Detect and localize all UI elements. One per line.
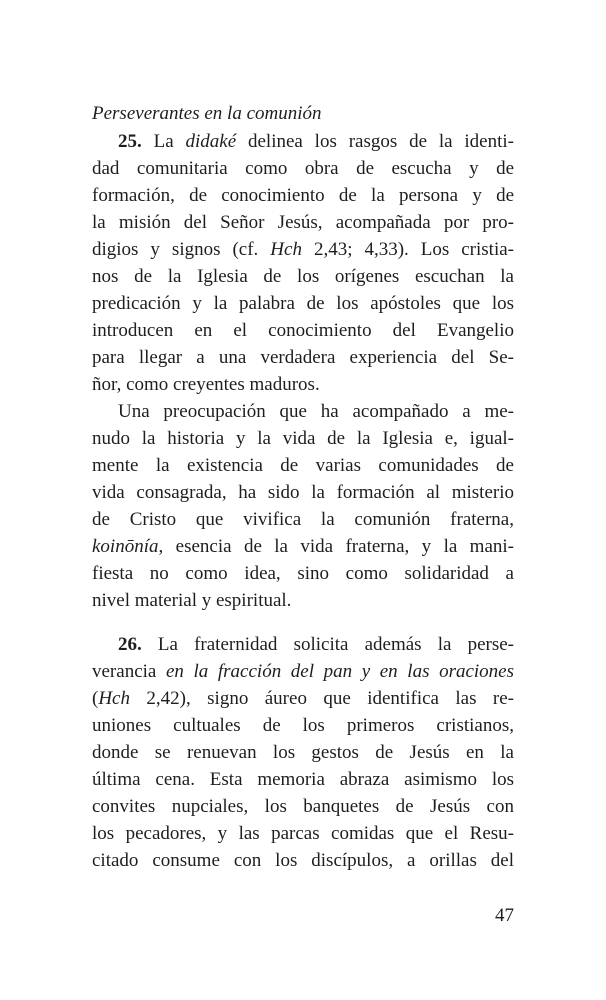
text-line: uniones cultuales de los primeros cristianos, bbox=[92, 715, 514, 736]
paragraph-25-continued bbox=[92, 398, 514, 614]
page-number: 47 bbox=[495, 905, 514, 926]
page-body bbox=[92, 100, 514, 874]
text-line: nos de la Iglesia de los orígenes escuchan la bbox=[92, 266, 514, 287]
paragraph-number: 25. bbox=[118, 131, 142, 152]
text-line: para llegar a una verdadera experiencia del Se- bbox=[92, 347, 514, 368]
text-line: introducen en el conocimiento del Evangelio bbox=[92, 320, 514, 341]
text-line: (Hch 2,42), signo áureo que identifica las re- bbox=[92, 688, 514, 709]
text-line: digios y signos (cf. Hch 2,43; 4,33). Los cristia- bbox=[92, 239, 514, 260]
text-line: koinōnía, esencia de la vida fraterna, y la mani- bbox=[92, 536, 514, 557]
text-line: mente la existencia de varias comunidades de bbox=[92, 455, 514, 476]
text-line: nudo la historia y la vida de la Iglesia e, igual- bbox=[92, 428, 514, 449]
text-line: 25. La didaké delinea los rasgos de la identi- bbox=[118, 131, 514, 152]
text-line: predicación y la palabra de los apóstoles que los bbox=[92, 293, 514, 314]
text-line: de Cristo que vivifica la comunión fraterna, bbox=[92, 509, 514, 530]
text-line: 26. La fraternidad solicita además la perse- bbox=[118, 634, 514, 655]
text-line: última cena. Esta memoria abraza asimismo los bbox=[92, 769, 514, 790]
text-line: los pecadores, y las parcas comidas que el Resu- bbox=[92, 823, 514, 844]
paragraph-26 bbox=[92, 631, 514, 874]
text-line: dad comunitaria como obra de escucha y de bbox=[92, 158, 514, 179]
text-line: nivel material y espiritual. bbox=[92, 590, 292, 611]
text-line: Una preocupación que ha acompañado a me- bbox=[118, 401, 514, 422]
text-line: vida consagrada, ha sido la formación al misterio bbox=[92, 482, 514, 503]
section-title: Perseverantes en la comunión bbox=[92, 103, 322, 124]
text-line: ñor, como creyentes maduros. bbox=[92, 374, 320, 395]
text-line: verancia en la fracción del pan y en las oraciones bbox=[92, 661, 515, 682]
paragraph-25 bbox=[92, 128, 514, 398]
text-line: la misión del Señor Jesús, acompañada por pro- bbox=[92, 212, 514, 233]
text-line: convites nupciales, los banquetes de Jesús con bbox=[92, 796, 514, 817]
text-line: formación, de conocimiento de la persona y de bbox=[92, 185, 514, 206]
text-line: citado consume con los discípulos, a orillas del bbox=[92, 850, 514, 871]
text-line: donde se renuevan los gestos de Jesús en la bbox=[92, 742, 514, 763]
paragraph-number: 26. bbox=[118, 634, 142, 655]
text-line: fiesta no como idea, sino como solidaridad a bbox=[92, 563, 514, 584]
paragraph-gap bbox=[92, 614, 514, 631]
